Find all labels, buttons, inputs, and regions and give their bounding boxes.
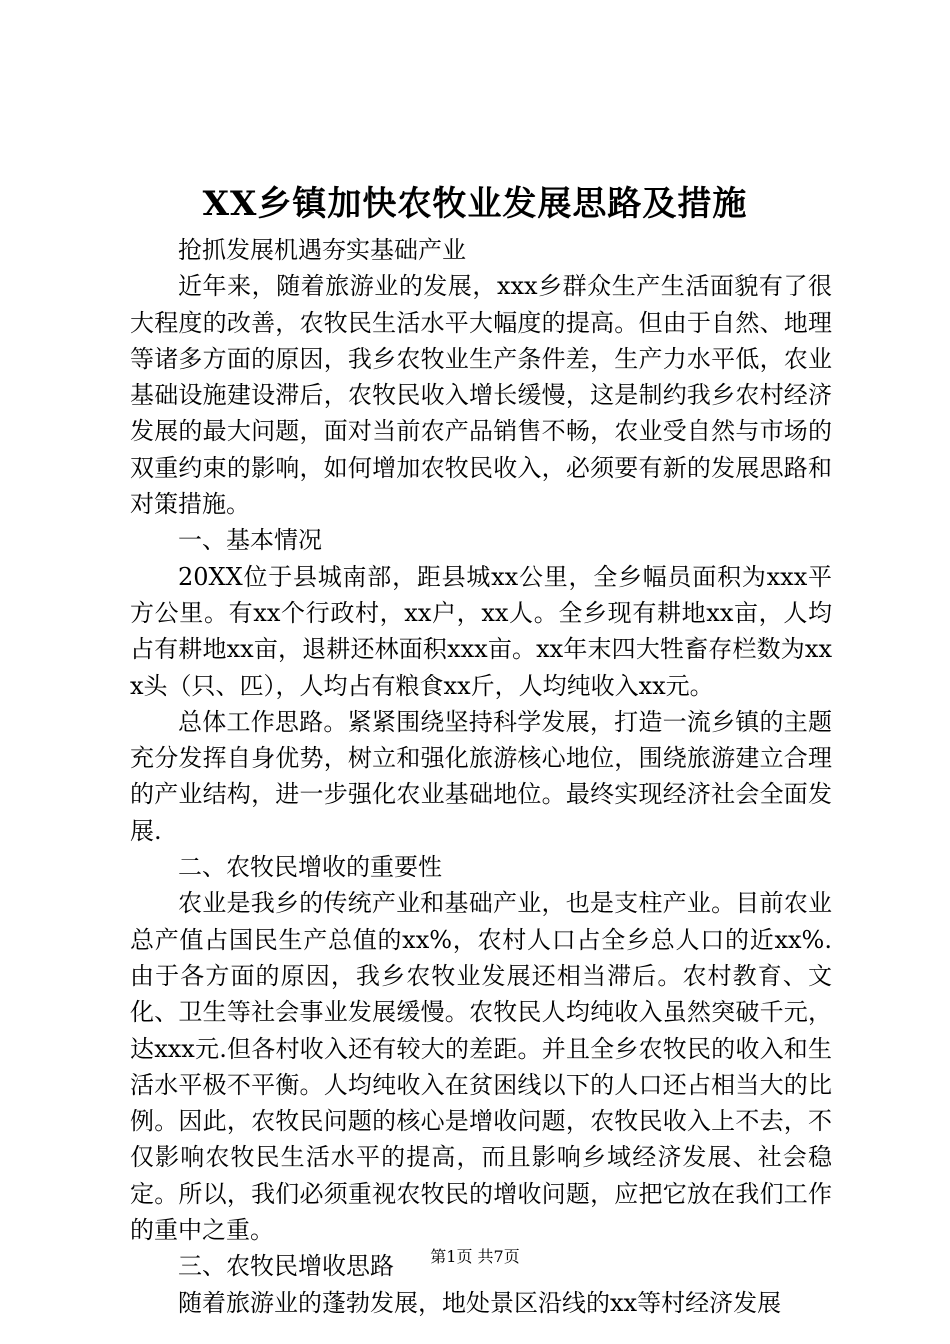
section-heading-3: 三、农牧民增收思路 (178, 1252, 394, 1281)
paragraph-overall-approach: 总体工作思路。紧紧围绕坚持科学发展，打造一流乡镇的主题充分发挥自身优势，树立和强化旅游核心地位，围绕旅游建立合理的产业结构，进一步强化农业基础地位。最终实现经济社会全面发展. (130, 707, 832, 845)
section-heading-1: 一、基本情况 (178, 526, 322, 555)
paragraph-increase-ideas: 随着旅游业的蓬勃发展，地处景区沿线的xx等村经济发展 (178, 1288, 782, 1317)
document-title: XX乡镇加快农牧业发展思路及措施 (202, 184, 748, 224)
paragraph-basic-info: 20XX位于县城南部，距县城xx公里，全乡幅员面积为xxx平方公里。有xx个行政村，xx户，xx人。全乡现有耕地xx亩，人均占有耕地xx亩，退耕还林面积xxx亩。xx年末四大牲畜存栏数为xxx头（只、匹），人均占有粮食xx斤，人均纯收入xx元。 (130, 562, 832, 700)
section-heading-2: 二、农牧民增收的重要性 (178, 853, 442, 882)
document-body (130, 232, 832, 1321)
paragraph-importance: 农业是我乡的传统产业和基础产业，也是支柱产业。目前农业总产值占国民生产总值的xx%，农村人口占全乡总人口的近xx%.由于各方面的原因，我乡农牧业发展还相当滞后。农村教育、文化、卫生等社会事业发展缓慢。农牧民人均纯收入虽然突破千元，达xxx元.但各村收入还有较大的差距。并且全乡农牧民的收入和生活水平极不平衡。人均纯收入在贫困线以下的人口还占相当大的比例。因此，农牧民问题的核心是增收问题，农牧民收入上不去，不仅影响农牧民生活水平的提高，而且影响乡域经济发展、社会稳定。所以，我们必须重视农牧民的增收问题，应把它放在我们工作的重中之重。 (130, 889, 832, 1245)
page-number-footer: 第1页 共7页 (430, 1247, 520, 1266)
paragraph-subtitle: 抢抓发展机遇夯实基础产业 (178, 236, 466, 264)
paragraph-intro: 近年来，随着旅游业的发展，xxx乡群众生产生活面貌有了很大程度的改善，农牧民生活水平大幅度的提高。但由于自然、地理等诸多方面的原因，我乡农牧业生产条件差，生产力水平低，农业基础设施建设滞后，农牧民收入增长缓慢，这是制约我乡农村经济发展的最大问题，面对当前农产品销售不畅，农业受自然与市场的双重约束的影响，如何增加农牧民收入，必须要有新的发展思路和对策措施。 (130, 272, 832, 519)
